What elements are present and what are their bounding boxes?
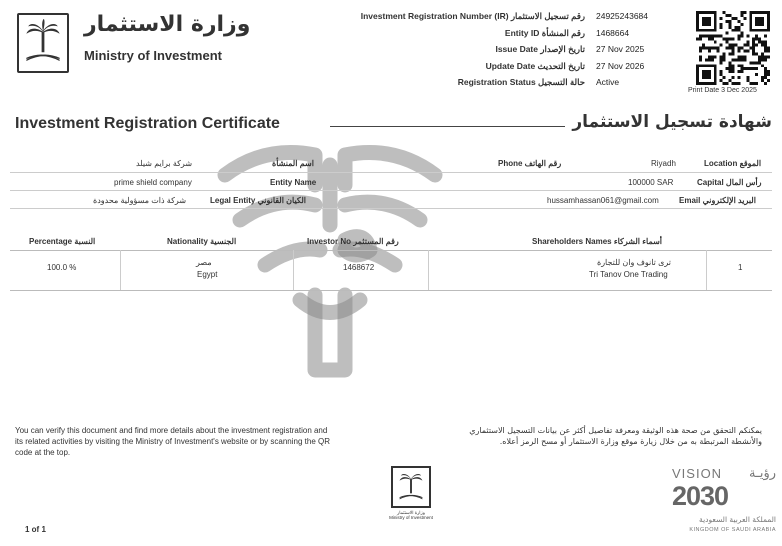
col-header-nationality: Nationality الجنسية	[167, 237, 237, 246]
col-header-names: Shareholders Names أسماء الشركاء	[532, 237, 663, 246]
footer-logo-caption-en: Ministry of Investment	[389, 515, 433, 520]
info-label: Entity ID رقم المنشأة	[504, 28, 585, 38]
footer-logo-caption	[385, 510, 437, 520]
kingdom-name-en: KINGDOM OF SAUDI ARABIA	[689, 527, 776, 533]
vision-word-ar: رؤيـة	[749, 466, 776, 481]
footer-logo-caption-ar: وزارة الاستثمار	[397, 510, 425, 515]
entity-name-ar-label: اسم المنشأة	[272, 159, 314, 168]
row-divider	[10, 208, 772, 209]
certificate-title-en: Investment Registration Certificate	[15, 115, 280, 132]
page-number: 1 of 1	[25, 525, 46, 534]
vision-2030-logo	[672, 466, 778, 541]
table-header-divider	[10, 250, 772, 251]
info-value-issue-date: 27 Nov 2025	[596, 44, 645, 54]
col-header-percentage: Percentage النسبة	[29, 237, 96, 246]
info-row-entity-id	[300, 28, 585, 42]
location-label: Location الموقع	[704, 159, 762, 168]
row-divider	[10, 172, 772, 173]
table-col-divider	[293, 250, 294, 290]
qr-code[interactable]	[696, 11, 770, 85]
emblem-watermark	[205, 125, 455, 395]
kingdom-name-ar: المملكة العربية السعودية	[699, 515, 776, 524]
entity-name-en-label: Entity Name	[270, 178, 317, 187]
col-header-investor-no: Investor No رقم المستثمر	[307, 237, 399, 246]
shareholder-nationality-ar: مصر	[196, 258, 212, 267]
info-label: Update Date تاريخ التحديث	[485, 61, 585, 71]
info-value-ir: 24925243684	[596, 11, 649, 21]
table-col-divider	[706, 250, 707, 290]
print-date: Print Date 3 Dec 2025	[688, 87, 757, 94]
info-row-ir	[300, 11, 585, 25]
info-label: Investment Registration Number (IR) رقم تسجيل الاستثمار	[360, 11, 585, 21]
shareholder-name-ar: ترى تانوف وان للتجارة	[597, 258, 672, 267]
shareholder-percentage: 100.0 %	[47, 263, 77, 272]
shareholder-name-en: Tri Tanov One Trading	[589, 270, 668, 279]
table-col-divider	[428, 250, 429, 290]
table-col-divider	[120, 250, 121, 290]
entity-name-en-value: prime shield company	[114, 178, 192, 187]
info-value-entity-id: 1468664	[596, 28, 630, 38]
info-row-update-date	[300, 61, 585, 75]
ministry-name-en: Ministry of Investment	[84, 48, 222, 63]
info-value-status: Active	[596, 77, 620, 87]
email-label: Email البريد الإلكتروني	[679, 196, 756, 205]
shareholder-nationality-en: Egypt	[197, 270, 218, 279]
info-row-issue-date	[300, 44, 585, 58]
vision-word: VISION	[672, 466, 723, 481]
ministry-name-ar: وزارة الاستثمار	[84, 12, 251, 37]
table-bottom-divider	[10, 290, 772, 291]
title-divider	[330, 126, 565, 127]
vision-year: 2030	[672, 481, 729, 511]
info-value-update-date: 27 Nov 2026	[596, 61, 645, 71]
footer-ministry-logo	[391, 466, 431, 508]
row-divider	[10, 190, 772, 191]
info-label: Registration Status حالة التسجيل	[457, 77, 585, 87]
email-value: hussamhassan061@gmail.com	[547, 196, 659, 205]
capital-label: Capital رأس المال	[697, 178, 762, 187]
verification-note-en: You can verify this document and find more details about the investment registration and its related activities by visiting the Ministry of Investment's website or by scanning the QR code at the top.	[15, 426, 330, 457]
verification-note-ar: يمكنكم التحقق من صحة هذه الوثيقة ومعرفة تفاصيل أكثر عن بيانات التسجيل الاستثماري والأنشطة المرتبطة به من خلال زيارة موقع وزارة الاستثمار أو مسح الرمز أعلاه.	[469, 426, 762, 446]
entity-name-ar-value: شركة برايم شيلد	[136, 159, 193, 168]
info-label: Issue Date تاريخ الإصدار	[495, 44, 585, 54]
info-row-status	[300, 77, 585, 91]
capital-value: 100000 SAR	[628, 178, 674, 187]
phone-label: Phone رقم الهاتف	[498, 159, 562, 168]
shareholder-investor-no: 1468672	[343, 263, 375, 272]
location-value: Riyadh	[651, 159, 676, 168]
legal-entity-value: شركة ذات مسؤولية محدودة	[93, 196, 187, 205]
shareholder-index: 1	[738, 263, 743, 272]
legal-entity-label: Legal Entity الكيان القانوني	[210, 196, 306, 205]
certificate-title-ar: شهادة تسجيل الاستثمار	[572, 112, 772, 132]
ministry-logo	[17, 13, 69, 73]
